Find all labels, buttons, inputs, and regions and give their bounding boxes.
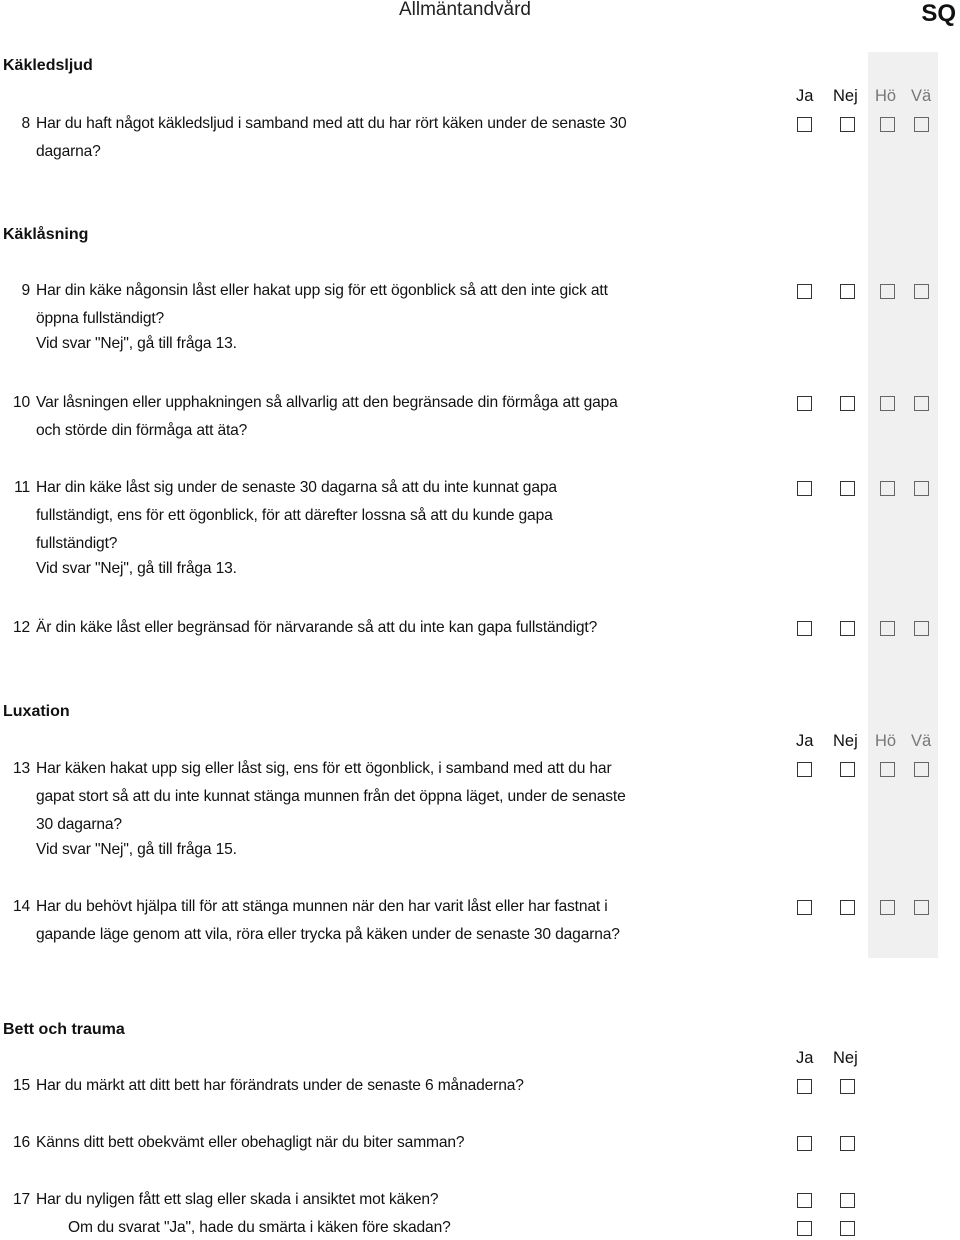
question-8-ja-checkbox[interactable] bbox=[797, 117, 812, 132]
question-14-ja-checkbox[interactable] bbox=[797, 900, 812, 915]
question-10-ja-checkbox[interactable] bbox=[797, 396, 812, 411]
form-code: SQ bbox=[921, 0, 956, 27]
question-text: och störde din förmåga att äta? bbox=[36, 422, 248, 439]
question-number: 15 bbox=[12, 1077, 30, 1094]
question-text: Känns ditt bett obekvämt eller obehagligt när du biter samman? bbox=[36, 1134, 465, 1151]
question-text: Har du nyligen fått ett slag eller skada i ansiktet mot käken? bbox=[36, 1191, 439, 1208]
question-text: Har du haft något käkledsljud i samband med att du har rört käken under de senaste 30 bbox=[36, 115, 627, 132]
skip-instruction: Vid svar "Nej", gå till fråga 13. bbox=[36, 560, 237, 577]
question-number: 9 bbox=[21, 282, 30, 299]
skip-instruction: Vid svar "Nej", gå till fråga 13. bbox=[36, 335, 237, 352]
question-number: 11 bbox=[14, 479, 30, 496]
question-9-ja-checkbox[interactable] bbox=[797, 284, 812, 299]
question-number: 10 bbox=[12, 394, 30, 411]
question-14-nej-checkbox[interactable] bbox=[840, 900, 855, 915]
answer-header-ja: Ja bbox=[796, 1049, 814, 1067]
question-14-hö-checkbox[interactable] bbox=[880, 900, 895, 915]
question-number: 13 bbox=[12, 760, 30, 777]
question-text: 30 dagarna? bbox=[36, 816, 122, 833]
question-text: dagarna? bbox=[36, 143, 101, 160]
question-text: fullständigt, ens för ett ögonblick, för att därefter lossna så att du kunde gapa bbox=[36, 507, 553, 524]
question-11-hö-checkbox[interactable] bbox=[880, 481, 895, 496]
question-11-nej-checkbox[interactable] bbox=[840, 481, 855, 496]
question-14-vä-checkbox[interactable] bbox=[914, 900, 929, 915]
answer-header-nej: Nej bbox=[833, 1049, 858, 1067]
question-text: Har du märkt att ditt bett har förändrats under de senaste 6 månaderna? bbox=[36, 1077, 524, 1094]
question-text: gapande läge genom att vila, röra eller trycka på käken under de senaste 30 dagarna? bbox=[36, 926, 620, 943]
question-16-nej-checkbox[interactable] bbox=[840, 1136, 855, 1151]
section-title: Luxation bbox=[3, 703, 70, 720]
question-17-followup-ja-checkbox[interactable] bbox=[797, 1221, 812, 1236]
answer-header-nej: Nej bbox=[833, 732, 858, 750]
section-title: Käklåsning bbox=[3, 226, 89, 243]
answer-header-ja: Ja bbox=[796, 732, 814, 750]
question-8-nej-checkbox[interactable] bbox=[840, 117, 855, 132]
optional-columns-shading bbox=[868, 52, 938, 958]
question-10-nej-checkbox[interactable] bbox=[840, 396, 855, 411]
question-15-nej-checkbox[interactable] bbox=[840, 1079, 855, 1094]
question-text: Har käken hakat upp sig eller låst sig, ens för ett ögonblick, i samband med att du har bbox=[36, 760, 612, 777]
question-17-nej-checkbox[interactable] bbox=[840, 1193, 855, 1208]
question-text: Var låsningen eller upphakningen så allvarlig att den begränsade din förmåga att gapa bbox=[36, 394, 618, 411]
followup-question: Om du svarat "Ja", hade du smärta i käken före skadan? bbox=[68, 1219, 451, 1236]
question-8-vä-checkbox[interactable] bbox=[914, 117, 929, 132]
answer-header-hö: Hö bbox=[875, 732, 897, 750]
question-text: Har din käke låst sig under de senaste 30 dagarna så att du inte kunnat gapa bbox=[36, 479, 557, 496]
question-text: öppna fullständigt? bbox=[36, 310, 165, 327]
question-number: 8 bbox=[21, 115, 30, 132]
answer-header-hö: Hö bbox=[875, 87, 897, 105]
question-text: Har din käke någonsin låst eller hakat upp sig för ett ögonblick så att den inte gick att bbox=[36, 282, 608, 299]
question-17-ja-checkbox[interactable] bbox=[797, 1193, 812, 1208]
question-11-vä-checkbox[interactable] bbox=[914, 481, 929, 496]
question-10-hö-checkbox[interactable] bbox=[880, 396, 895, 411]
question-13-ja-checkbox[interactable] bbox=[797, 762, 812, 777]
question-number: 12 bbox=[12, 619, 30, 636]
answer-header-nej: Nej bbox=[833, 87, 858, 105]
answer-header-vä: Vä bbox=[911, 87, 932, 105]
question-11-ja-checkbox[interactable] bbox=[797, 481, 812, 496]
question-text: fullständigt? bbox=[36, 535, 118, 552]
question-8-hö-checkbox[interactable] bbox=[880, 117, 895, 132]
answer-header-vä: Vä bbox=[911, 732, 932, 750]
question-9-nej-checkbox[interactable] bbox=[840, 284, 855, 299]
section-title: Bett och trauma bbox=[3, 1021, 125, 1038]
question-13-vä-checkbox[interactable] bbox=[914, 762, 929, 777]
question-17-followup-nej-checkbox[interactable] bbox=[840, 1221, 855, 1236]
question-12-vä-checkbox[interactable] bbox=[914, 621, 929, 636]
question-12-hö-checkbox[interactable] bbox=[880, 621, 895, 636]
question-text: gapat stort så att du inte kunnat stänga munnen från det öppna läget, under de senaste bbox=[36, 788, 626, 805]
skip-instruction: Vid svar "Nej", gå till fråga 15. bbox=[36, 841, 237, 858]
question-9-hö-checkbox[interactable] bbox=[880, 284, 895, 299]
question-13-nej-checkbox[interactable] bbox=[840, 762, 855, 777]
question-number: 16 bbox=[12, 1134, 30, 1151]
question-12-ja-checkbox[interactable] bbox=[797, 621, 812, 636]
page-title: Allmäntandvård bbox=[398, 0, 532, 20]
question-10-vä-checkbox[interactable] bbox=[914, 396, 929, 411]
question-text: Är din käke låst eller begränsad för närvarande så att du inte kan gapa fullständigt? bbox=[36, 619, 598, 636]
answer-header-ja: Ja bbox=[796, 87, 814, 105]
question-text: Har du behövt hjälpa till för att stänga munnen när den har varit låst eller har fastnat i bbox=[36, 898, 608, 915]
question-13-hö-checkbox[interactable] bbox=[880, 762, 895, 777]
question-16-ja-checkbox[interactable] bbox=[797, 1136, 812, 1151]
section-title: Käkledsljud bbox=[3, 57, 93, 74]
question-number: 14 bbox=[12, 898, 30, 915]
question-9-vä-checkbox[interactable] bbox=[914, 284, 929, 299]
question-number: 17 bbox=[12, 1191, 30, 1208]
question-15-ja-checkbox[interactable] bbox=[797, 1079, 812, 1094]
question-12-nej-checkbox[interactable] bbox=[840, 621, 855, 636]
